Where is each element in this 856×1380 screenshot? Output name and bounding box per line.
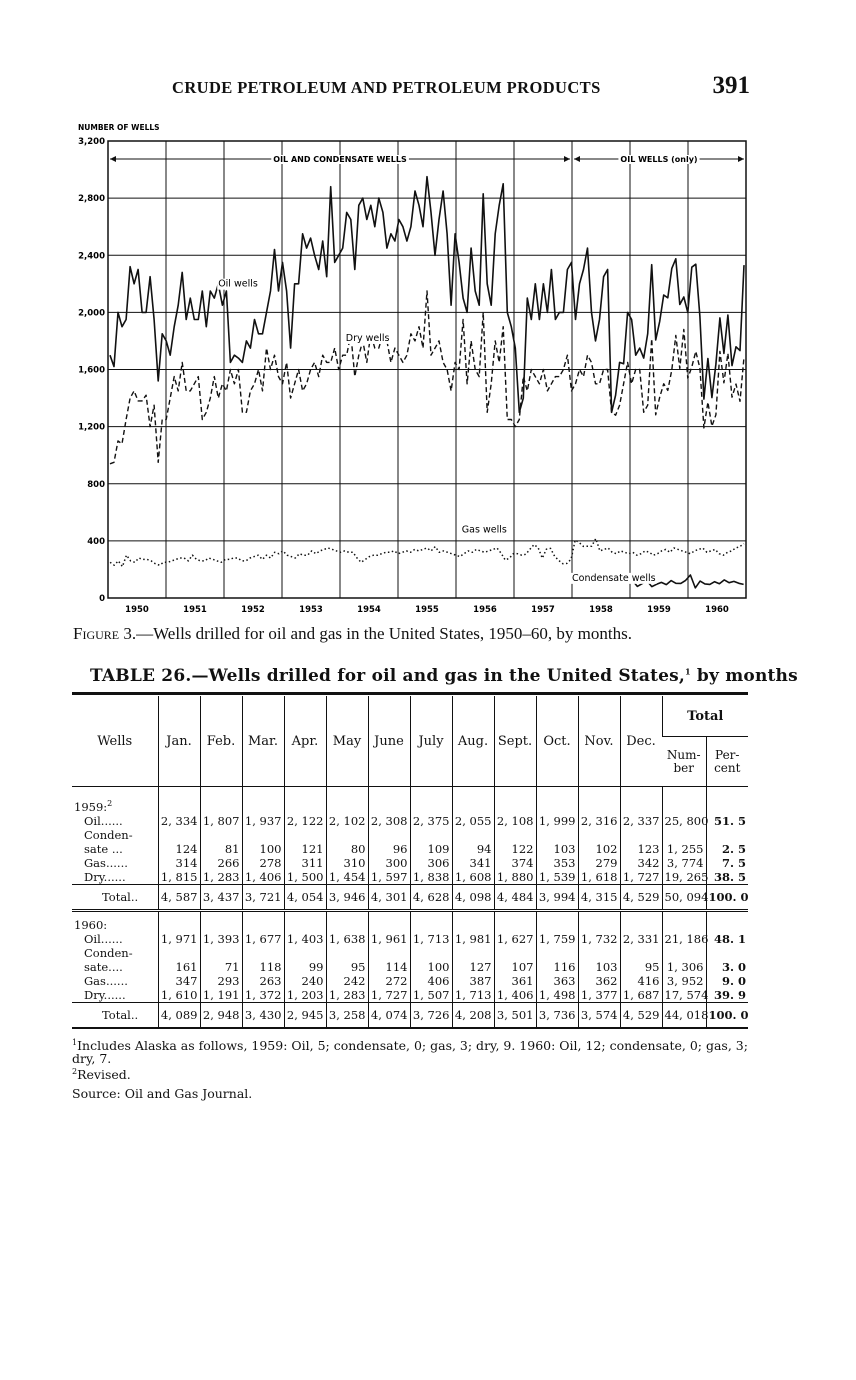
month-value: 263 (242, 974, 284, 988)
column-header-month: Jan. (158, 696, 200, 787)
month-value: 1, 880 (494, 870, 536, 885)
month-total: 4, 529 (620, 1002, 662, 1028)
month-total: 4, 089 (158, 1002, 200, 1028)
month-value: 1, 454 (326, 870, 368, 885)
month-value: 272 (368, 974, 410, 988)
month-total: 4, 208 (452, 1002, 494, 1028)
month-value: 279 (578, 856, 620, 870)
source-note: Source: Oil and Gas Journal. (72, 1086, 253, 1102)
y-tick-label: 400 (87, 536, 105, 547)
month-value: 124 (158, 842, 200, 856)
empty-cell (494, 787, 536, 814)
table-row (72, 988, 748, 1003)
series-label: Oil wells (218, 278, 258, 290)
footnote-2-text: Revised. (77, 1067, 131, 1083)
month-value: 123 (620, 842, 662, 856)
figure-caption (73, 624, 763, 644)
running-title: CRUDE PETROLEUM AND PETROLEUM PRODUCTS (172, 78, 601, 97)
month-total: 4, 098 (452, 884, 494, 910)
month-value: 127 (452, 960, 494, 974)
month-value: 362 (578, 974, 620, 988)
empty-cell (452, 787, 494, 814)
series-line-gas-wells (110, 539, 744, 567)
column-header-month: Aug. (452, 696, 494, 787)
column-header-month: June (368, 696, 410, 787)
row-label: Gas...... (84, 973, 128, 988)
month-value: 240 (284, 974, 326, 988)
month-value: 95 (620, 960, 662, 974)
table-row (72, 870, 748, 885)
month-value (410, 946, 452, 960)
month-total: 3, 501 (494, 1002, 536, 1028)
total-row (72, 1002, 748, 1028)
y-tick-label: 2,800 (78, 194, 105, 205)
footnote-2 (72, 1065, 752, 1081)
region-label-oil-condensate: OIL AND CONDENSATE WELLS (273, 155, 407, 164)
month-value (158, 946, 200, 960)
page-number: 391 (712, 72, 750, 99)
empty-cell (326, 910, 368, 932)
month-value: 1, 981 (452, 932, 494, 946)
month-value: 121 (284, 842, 326, 856)
month-value: 1, 507 (410, 988, 452, 1003)
month-value: 100 (410, 960, 452, 974)
footnote-1-marker: 1 (72, 1038, 78, 1047)
month-value (284, 828, 326, 842)
month-value: 2, 334 (158, 814, 200, 828)
month-value (620, 828, 662, 842)
column-header-month: Nov. (578, 696, 620, 787)
month-total: 4, 054 (284, 884, 326, 910)
column-header-month: Apr. (284, 696, 326, 787)
table-title-end: by months (690, 666, 798, 686)
total-percent: 9. 0 (706, 974, 748, 988)
y-tick-label: 0 (99, 594, 105, 604)
table-row (72, 960, 748, 974)
table-body (72, 787, 748, 1028)
arrow-head-right (738, 156, 744, 162)
month-value: 1, 618 (578, 870, 620, 885)
month-value: 1, 838 (410, 870, 452, 885)
month-total: 4, 484 (494, 884, 536, 910)
total-number (662, 828, 706, 842)
x-tick-label: 1952 (241, 605, 265, 615)
row-label: Dry...... (84, 869, 126, 884)
month-value: 361 (494, 974, 536, 988)
total-percent: 38. 5 (706, 870, 748, 885)
month-value: 71 (200, 960, 242, 974)
empty-cell (284, 787, 326, 814)
y-tick-label: 3,200 (78, 137, 105, 147)
month-value: 406 (410, 974, 452, 988)
x-tick-label: 1953 (299, 605, 323, 615)
month-total: 2, 945 (284, 1002, 326, 1028)
empty-cell (200, 787, 242, 814)
row-label: sate.... (84, 959, 123, 974)
month-value: 341 (452, 856, 494, 870)
empty-cell (662, 910, 706, 932)
total-number (662, 946, 706, 960)
y-tick-label: 1,200 (78, 422, 105, 433)
total-number: 1, 255 (662, 842, 706, 856)
empty-cell (368, 910, 410, 932)
month-total: 4, 587 (158, 884, 200, 910)
year-text: 1960: (74, 917, 108, 932)
month-value: 1, 999 (536, 814, 578, 828)
x-tick-label: 1950 (125, 605, 149, 615)
month-value (368, 946, 410, 960)
column-header-total: Total (662, 696, 748, 737)
month-value (452, 946, 494, 960)
table-title (90, 666, 798, 686)
month-value (620, 946, 662, 960)
month-value: 1, 406 (494, 988, 536, 1003)
month-total: 3, 736 (536, 1002, 578, 1028)
empty-cell (326, 787, 368, 814)
month-value: 1, 677 (242, 932, 284, 946)
table-row (72, 946, 748, 960)
footnotes (72, 1036, 752, 1100)
month-value: 94 (452, 842, 494, 856)
month-value: 2, 316 (578, 814, 620, 828)
empty-cell (620, 910, 662, 932)
year-sup: 2 (107, 799, 113, 808)
month-value: 342 (620, 856, 662, 870)
total-percent: 39. 9 (706, 988, 748, 1003)
year-text: 1959: (74, 799, 108, 814)
empty-cell (620, 787, 662, 814)
month-value (200, 946, 242, 960)
month-value (326, 828, 368, 842)
month-total: 4, 301 (368, 884, 410, 910)
footnote-1-text: Includes Alaska as follows, 1959: Oil, 5; condensate, 0; gas, 3; dry, 9. 1960: Oil, 12; condensate, 0; gas, 3; dry, 7. (72, 1038, 748, 1067)
month-value (326, 946, 368, 960)
month-value: 1, 608 (452, 870, 494, 885)
grand-total-number: 44, 018 (662, 1002, 706, 1028)
empty-cell (494, 910, 536, 932)
month-total: 3, 726 (410, 1002, 452, 1028)
x-tick-label: 1955 (415, 605, 439, 615)
month-value (536, 946, 578, 960)
month-value: 1, 713 (452, 988, 494, 1003)
arrow-head-left (574, 156, 580, 162)
month-value: 100 (242, 842, 284, 856)
month-value: 1, 937 (242, 814, 284, 828)
table-row (72, 814, 748, 828)
total-row (72, 884, 748, 910)
month-value: 310 (326, 856, 368, 870)
empty-cell (368, 787, 410, 814)
month-value: 1, 498 (536, 988, 578, 1003)
month-value (242, 946, 284, 960)
column-header-percent: Per-cent (706, 737, 748, 787)
x-tick-label: 1959 (647, 605, 671, 615)
total-number: 21, 186 (662, 932, 706, 946)
month-value: 1, 372 (242, 988, 284, 1003)
month-total: 3, 574 (578, 1002, 620, 1028)
month-value: 2, 122 (284, 814, 326, 828)
empty-cell (578, 910, 620, 932)
table-row (72, 842, 748, 856)
month-value: 1, 687 (620, 988, 662, 1003)
month-value: 416 (620, 974, 662, 988)
month-total: 3, 994 (536, 884, 578, 910)
month-value: 1, 713 (410, 932, 452, 946)
month-value: 102 (578, 842, 620, 856)
month-value (578, 828, 620, 842)
month-value (410, 828, 452, 842)
month-value: 242 (326, 974, 368, 988)
month-value (536, 828, 578, 842)
month-value: 1, 732 (578, 932, 620, 946)
total-label: Total.. (72, 1002, 158, 1028)
month-value: 114 (368, 960, 410, 974)
month-value: 293 (200, 974, 242, 988)
month-value: 1, 500 (284, 870, 326, 885)
month-value: 314 (158, 856, 200, 870)
total-percent (706, 946, 748, 960)
month-value: 2, 375 (410, 814, 452, 828)
month-value: 347 (158, 974, 200, 988)
empty-cell (662, 787, 706, 814)
year-row (72, 787, 748, 814)
arrow-head-left (110, 156, 116, 162)
month-value: 266 (200, 856, 242, 870)
month-value (200, 828, 242, 842)
month-value (494, 828, 536, 842)
empty-cell (536, 910, 578, 932)
y-axis-label: NUMBER OF WELLS (78, 123, 160, 132)
month-total: 4, 529 (620, 884, 662, 910)
month-total: 3, 258 (326, 1002, 368, 1028)
grand-total-number: 50, 094 (662, 884, 706, 910)
month-value: 116 (536, 960, 578, 974)
x-tick-label: 1960 (705, 605, 729, 615)
month-value: 1, 203 (284, 988, 326, 1003)
month-value: 387 (452, 974, 494, 988)
series-label: Condensate wells (572, 572, 656, 584)
table-row (72, 828, 748, 842)
total-percent: 2. 5 (706, 842, 748, 856)
x-tick-label: 1954 (357, 605, 381, 615)
empty-cell (706, 787, 748, 814)
table-title-text: TABLE 26.—Wells drilled for oil and gas in the United States, (90, 666, 686, 686)
row-label: Conden- (84, 945, 133, 960)
y-tick-label: 2,400 (78, 251, 105, 262)
total-label: Total.. (72, 884, 158, 910)
page-header (172, 72, 752, 102)
table-row (72, 932, 748, 946)
empty-cell (158, 787, 200, 814)
month-value: 1, 815 (158, 870, 200, 885)
month-value: 1, 403 (284, 932, 326, 946)
x-tick-label: 1951 (183, 605, 207, 615)
month-value: 2, 337 (620, 814, 662, 828)
row-label: Gas...... (84, 855, 128, 870)
empty-cell (242, 910, 284, 932)
total-percent: 7. 5 (706, 856, 748, 870)
empty-cell (452, 910, 494, 932)
column-header-wells: Wells (72, 696, 158, 787)
month-total: 4, 628 (410, 884, 452, 910)
month-value: 1, 610 (158, 988, 200, 1003)
month-value: 1, 638 (326, 932, 368, 946)
empty-cell (284, 910, 326, 932)
month-value: 278 (242, 856, 284, 870)
row-label: Conden- (84, 827, 133, 842)
x-tick-label: 1958 (589, 605, 613, 615)
figure-label: Figure (73, 624, 120, 643)
total-number: 1, 306 (662, 960, 706, 974)
grand-total-percent: 100. 0 (706, 1002, 748, 1028)
footnote-1 (72, 1036, 752, 1065)
month-value: 2, 055 (452, 814, 494, 828)
total-number: 17, 574 (662, 988, 706, 1003)
x-tick-label: 1956 (473, 605, 497, 615)
month-value: 81 (200, 842, 242, 856)
month-value: 107 (494, 960, 536, 974)
month-value: 1, 727 (620, 870, 662, 885)
table-head (72, 696, 748, 787)
total-percent: 48. 1 (706, 932, 748, 946)
x-tick-label: 1957 (531, 605, 555, 615)
column-header-month: May (326, 696, 368, 787)
column-header-month: Sept. (494, 696, 536, 787)
column-header-month: July (410, 696, 452, 787)
month-value (158, 828, 200, 842)
month-total: 4, 315 (578, 884, 620, 910)
column-header-month: Mar. (242, 696, 284, 787)
footnote-2-marker: 2 (72, 1067, 78, 1077)
month-total: 4, 074 (368, 1002, 410, 1028)
empty-cell (706, 910, 748, 932)
row-label: Dry...... (84, 987, 126, 1002)
column-header-number: Num-ber (662, 737, 706, 787)
month-value: 1, 393 (200, 932, 242, 946)
month-value (578, 946, 620, 960)
total-number: 19, 265 (662, 870, 706, 885)
month-value: 1, 961 (368, 932, 410, 946)
month-value: 161 (158, 960, 200, 974)
total-number: 25, 800 (662, 814, 706, 828)
empty-cell (578, 787, 620, 814)
month-value (368, 828, 410, 842)
month-value (452, 828, 494, 842)
column-header-month: Feb. (200, 696, 242, 787)
month-value: 99 (284, 960, 326, 974)
month-value: 96 (368, 842, 410, 856)
year-label (72, 787, 158, 814)
month-total: 3, 946 (326, 884, 368, 910)
month-value (242, 828, 284, 842)
month-value: 118 (242, 960, 284, 974)
year-label (72, 910, 158, 932)
month-value: 2, 108 (494, 814, 536, 828)
month-value: 1, 283 (326, 988, 368, 1003)
header-row (72, 696, 748, 737)
month-value: 95 (326, 960, 368, 974)
month-value: 2, 331 (620, 932, 662, 946)
month-value: 1, 597 (368, 870, 410, 885)
wells-chart (70, 118, 760, 620)
month-value: 1, 759 (536, 932, 578, 946)
region-label-oil-only: OIL WELLS (only) (620, 155, 698, 164)
y-tick-label: 2,000 (78, 308, 105, 319)
empty-cell (536, 787, 578, 814)
month-value: 122 (494, 842, 536, 856)
empty-cell (410, 787, 452, 814)
year-row (72, 910, 748, 932)
month-value: 353 (536, 856, 578, 870)
y-tick-label: 1,600 (78, 365, 105, 376)
month-value: 363 (536, 974, 578, 988)
month-value (284, 946, 326, 960)
month-total: 3, 437 (200, 884, 242, 910)
month-value: 374 (494, 856, 536, 870)
arrow-head-right (564, 156, 570, 162)
month-total: 3, 721 (242, 884, 284, 910)
month-value: 1, 406 (242, 870, 284, 885)
table-top-rule (72, 692, 748, 695)
month-total: 2, 948 (200, 1002, 242, 1028)
month-value: 103 (536, 842, 578, 856)
row-label: Oil...... (84, 931, 123, 946)
table-title-sup: 1 (685, 666, 691, 677)
empty-cell (410, 910, 452, 932)
column-header-month: Oct. (536, 696, 578, 787)
month-value: 2, 308 (368, 814, 410, 828)
total-percent: 51. 5 (706, 814, 748, 828)
total-percent (706, 828, 748, 842)
table-row (72, 856, 748, 870)
series-label: Dry wells (345, 332, 390, 344)
grand-total-percent: 100. 0 (706, 884, 748, 910)
wells-table (72, 696, 748, 1029)
empty-cell (200, 910, 242, 932)
row-label: Oil...... (84, 813, 123, 828)
series-label: Gas wells (461, 524, 507, 536)
month-value: 300 (368, 856, 410, 870)
figure-caption-text: 3.—Wells drilled for oil and gas in the United States, 1950–60, by months. (123, 624, 632, 643)
total-percent: 3. 0 (706, 960, 748, 974)
row-label: sate ... (84, 841, 123, 856)
month-value: 1, 539 (536, 870, 578, 885)
month-value: 1, 377 (578, 988, 620, 1003)
month-value: 306 (410, 856, 452, 870)
month-value: 1, 971 (158, 932, 200, 946)
month-value: 1, 283 (200, 870, 242, 885)
month-value: 311 (284, 856, 326, 870)
column-header-month: Dec. (620, 696, 662, 787)
table-row (72, 974, 748, 988)
total-number: 3, 952 (662, 974, 706, 988)
month-value: 1, 191 (200, 988, 242, 1003)
month-total: 3, 430 (242, 1002, 284, 1028)
total-number: 3, 774 (662, 856, 706, 870)
month-value: 80 (326, 842, 368, 856)
month-value: 1, 807 (200, 814, 242, 828)
month-value: 1, 627 (494, 932, 536, 946)
empty-cell (242, 787, 284, 814)
month-value (494, 946, 536, 960)
month-value: 103 (578, 960, 620, 974)
month-value: 2, 102 (326, 814, 368, 828)
y-tick-label: 800 (87, 479, 105, 490)
month-value: 109 (410, 842, 452, 856)
empty-cell (158, 910, 200, 932)
month-value: 1, 727 (368, 988, 410, 1003)
